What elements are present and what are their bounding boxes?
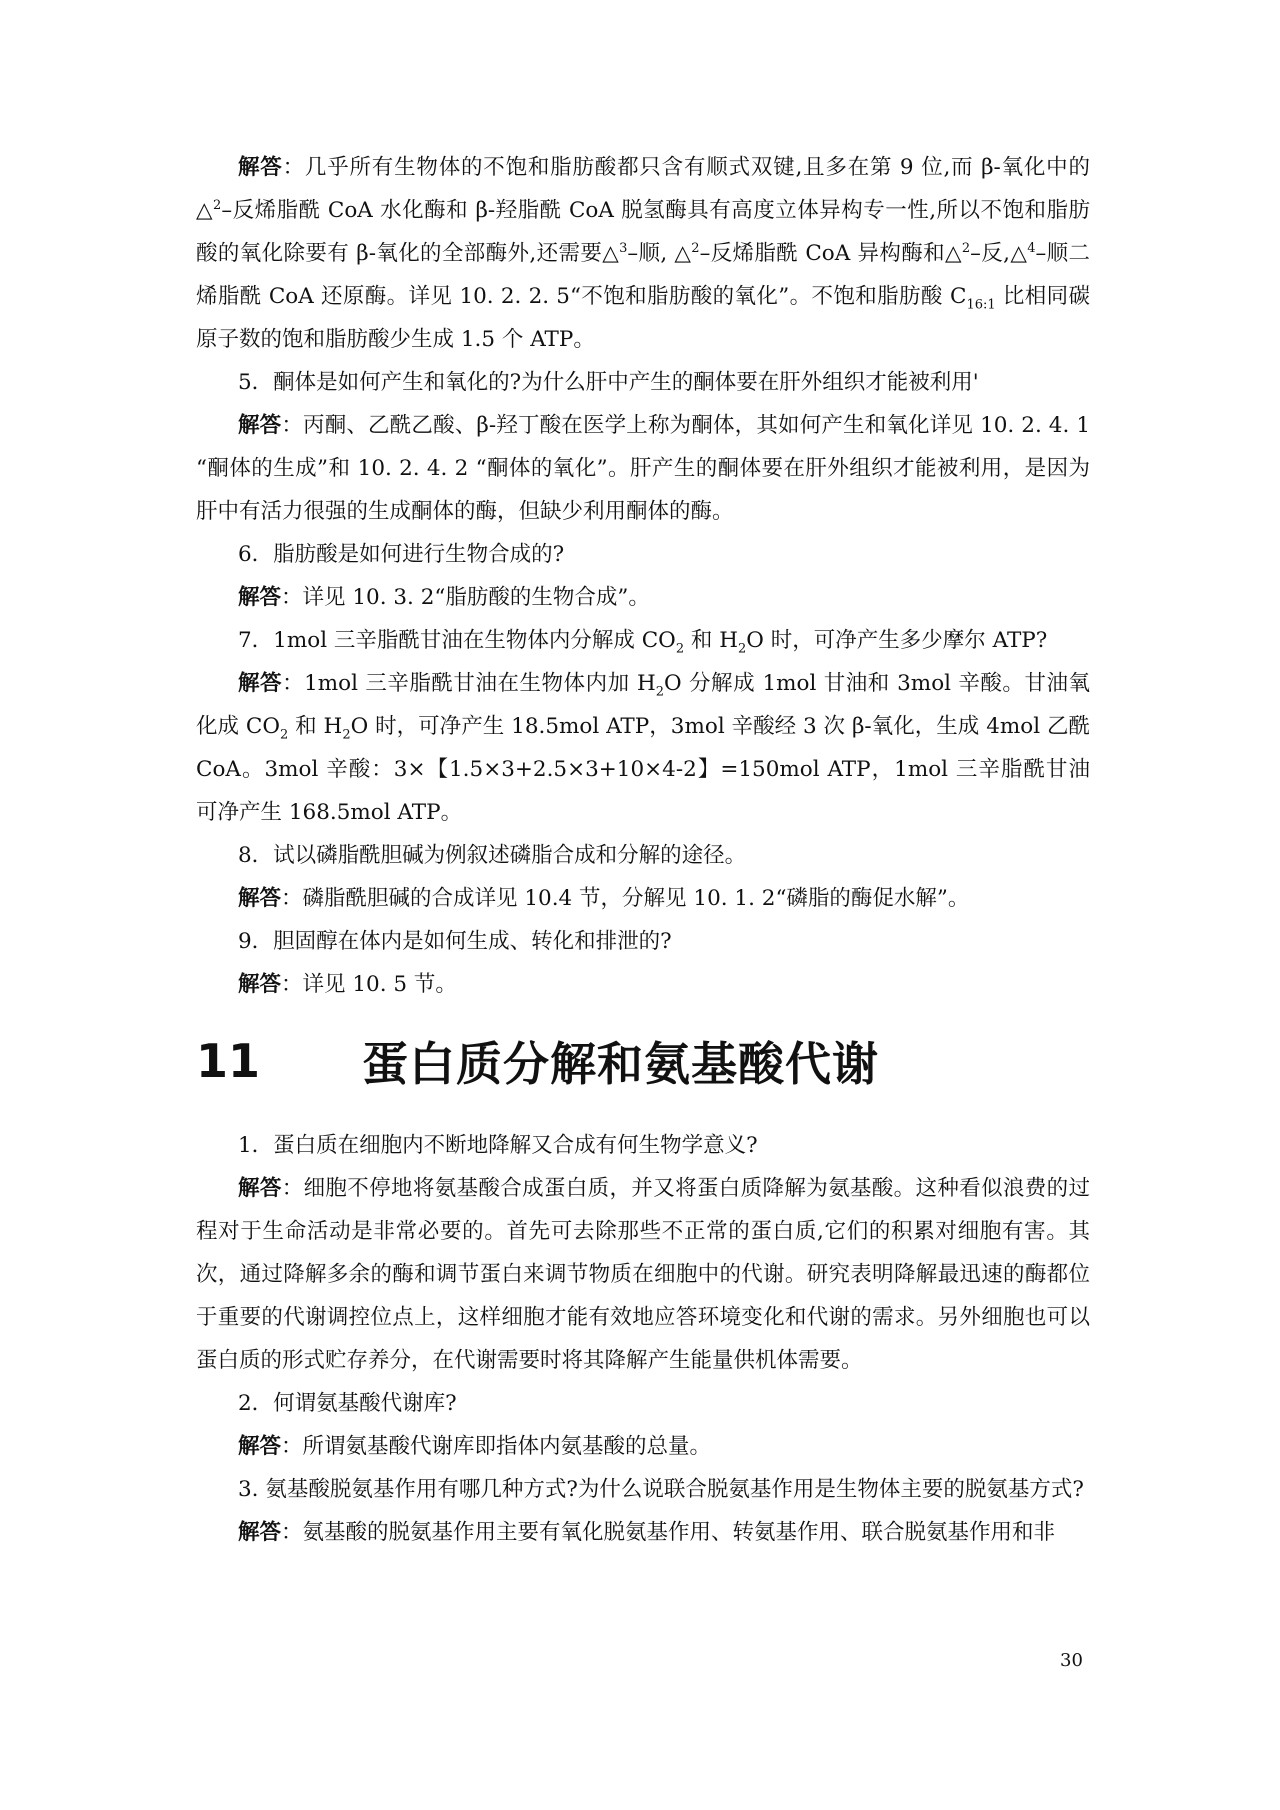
answer-label: 解答: [238, 413, 282, 438]
question-text: 8．试以磷脂酰胆碱为例叙述磷脂合成和分解的途径。: [238, 843, 747, 868]
answer-paragraph: 解答：所谓氨基酸代谢库即指体内氨基酸的总量。: [238, 1434, 712, 1459]
chapter-heading: [196, 1028, 1090, 1094]
answer-paragraph: 解答：丙酮、乙酰乙酸、β-羟丁酸在医学上称为酮体，其如何产生和氧化详见 10. 2. 4. 1 “酮体的生成”和 10. 2. 4. 2 “酮体的氧化”。肝产生的酮体要在肝外组织才能被利用，是因为肝中有活力很强的生成酮体的酶，但缺少利用酮体的酶。: [196, 413, 1090, 524]
answer-paragraph: 解答：几乎所有生物体的不饱和脂肪酸都只含有顺式双键,且多在第 9 位,而 β-氧化中的△$^2$–反烯脂酰 CoA 水化酶和 β-羟脂酰 CoA 脱氢酶具有高度立体异构专一性,所以不饱和脂肪酸的氧化除要有 β-氧化的全部酶外,还需要△$^3$–顺, △$^2$–反烯脂酰 CoA 异构酶和△$^2$–反,△$^4$–顺二烯脂酰 CoA 还原酶。详见 10. 2. 2. 5“不饱和脂肪酸的氧化”。不饱和脂肪酸 $C_{16:1}$ 比相同碳原子数的饱和脂肪酸少生成 1.5 个 ATP。: [196, 155, 1091, 352]
page-number: 30: [1060, 1650, 1083, 1671]
answer-paragraph: 解答：氨基酸的脱氨基作用主要有氧化脱氨基作用、转氨基作用、联合脱氨基作用和非: [238, 1520, 1056, 1545]
question-text: 2．何谓氨基酸代谢库?: [238, 1391, 457, 1416]
chapter-number: 11: [196, 1034, 261, 1088]
question-text: 1．蛋白质在细胞内不断地降解又合成有何生物学意义?: [238, 1133, 758, 1158]
chapter-title: 蛋白质分解和氨基酸代谢: [362, 1037, 879, 1091]
question-text: 6．脂肪酸是如何进行生物合成的?: [238, 542, 565, 567]
answer-paragraph: 解答：详见 10. 3. 2“脂肪酸的生物合成”。: [238, 585, 650, 610]
answer-paragraph: 解答：详见 10. 5 节。: [238, 972, 457, 997]
answer-label: 解答: [238, 1434, 282, 1459]
answer-label: 解答: [238, 671, 283, 696]
question-text: 5．酮体是如何产生和氧化的?为什么肝中产生的酮体要在肝外组织才能被利用': [238, 370, 979, 395]
answer-paragraph: 解答：细胞不停地将氨基酸合成蛋白质，并又将蛋白质降解为氨基酸。这种看似浪费的过程对于生命活动是非常必要的。首先可去除那些不正常的蛋白质,它们的积累对细胞有害。其次，通过降解多余的酶和调节蛋白来调节物质在细胞中的代谢。研究表明降解最迅速的酶都位于重要的代谢调控位点上，这样细胞才能有效地应答环境变化和代谢的需求。另外细胞也可以蛋白质的形式贮存养分，在代谢需要时将其降解产生能量供机体需要。: [196, 1176, 1090, 1373]
answer-label: 解答: [238, 155, 283, 180]
answer-label: 解答: [238, 1520, 282, 1545]
answer-label: 解答: [238, 1176, 282, 1201]
answer-label: 解答: [238, 886, 282, 911]
answer-label: 解答: [238, 585, 282, 610]
answer-paragraph: 解答：1mol 三辛脂酰甘油在生物体内加 $H_2O$ 分解成 1mol 甘油和 3mol 辛酸。甘油氧化成 $CO_2$ 和 $H_2O$ 时，可净产生 18.5mol ATP，3mol 辛酸经 3 次 β-氧化，生成 4mol 乙酰 CoA。3mol 辛酸：3×【1.5×3+2.5×3+10×4-2】=150mol ATP，1mol 三辛脂酰甘油可净产生 168.5mol ATP。: [196, 671, 1090, 825]
question-text: 9．胆固醇在体内是如何生成、转化和排泄的?: [238, 929, 672, 954]
question-text: 7．1mol 三辛脂酰甘油在生物体内分解成 $CO_2$ 和 $H_2O$ 时，可净产生多少摩尔 ATP?: [238, 628, 1048, 657]
answer-label: 解答: [238, 972, 282, 997]
section-chapter-10-answers: [196, 146, 1090, 1006]
answer-paragraph: 解答：磷脂酰胆碱的合成详见 10.4 节，分解见 10. 1. 2“磷脂的酶促水解”。: [238, 886, 970, 911]
page-content: [196, 146, 1090, 1554]
question-text: 3. 氨基酸脱氨基作用有哪几种方式?为什么说联合脱氨基作用是生物体主要的脱氨基方式?: [238, 1477, 1084, 1502]
section-chapter-11-questions: [196, 1124, 1090, 1554]
